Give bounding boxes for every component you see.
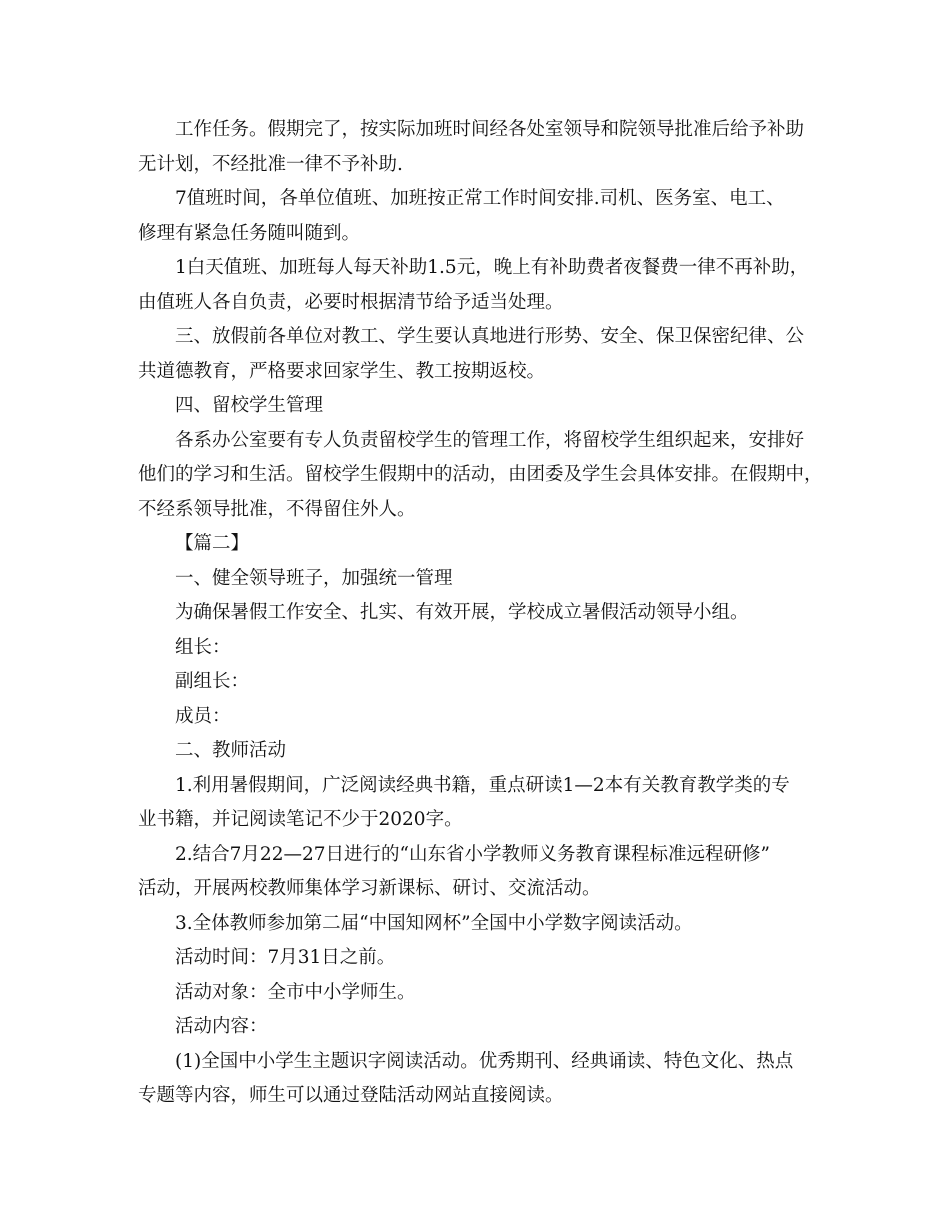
text-line: (1)全国中小学生主题识字阅读活动。优秀期刊、经典诵读、特色文化、热点 [175, 1050, 794, 1072]
text-line: 7值班时间，各单位值班、加班按正常工作时间安排.司机、医务室、电工、 [175, 188, 785, 209]
text-line: 业书籍，并记阅读笔记不少于2020字。 [138, 809, 463, 830]
text-line: 修理有紧急任务随叫随到。 [138, 222, 361, 244]
text-line: 为确保暑假工作安全、扎实、有效开展，学校成立暑假活动领导小组。 [175, 602, 749, 623]
text-line: 组长： [175, 636, 231, 658]
section-heading: 二、教师活动 [175, 740, 287, 761]
text-line: 各系办公室要有专人负责留校学生的管理工作，将留校学生组织起来，安排好 [175, 429, 805, 451]
text-line: 副组长： [175, 671, 250, 692]
text-line: 3.全体教师参加第二届“中国知网杯”全国中小学数字阅读活动。 [175, 912, 693, 934]
text-line: 活动，开展两校教师集体学习新课标、研讨、交流活动。 [138, 878, 601, 899]
text-line: 2.结合7月22—27日进行的“山东省小学教师义务教育课程标准远程研修” [175, 843, 770, 865]
text-line: 专题等内容，师生可以通过登陆活动网站直接阅读。 [138, 1085, 564, 1106]
document-body [138, 113, 828, 1114]
text-line: 由值班人各自负责，必要时根据清节给予适当处理。 [138, 291, 564, 313]
text-line: 活动对象：全市中小学师生。 [175, 981, 416, 1003]
section-heading: 一、健全领导班子，加强统一管理 [175, 567, 453, 589]
text-line: 不经系领导批准，不得留住外人。 [138, 498, 416, 520]
text-line: 活动时间：7月31日之前。 [175, 947, 396, 968]
text-line: 无计划，不经批准一律不予补助. [138, 153, 403, 175]
text-line: 共道德教育，严格要求回家学生、教工按期返校。 [138, 360, 546, 382]
text-line: 工作任务。假期完了，按实际加班时间经各处室领导和院领导批准后给予补助 [175, 119, 805, 140]
text-line: 1白天值班、加班每人每天补助1.5元，晚上有补助费者夜餐费一律不再补助， [175, 257, 809, 278]
text-line: 三、放假前各单位对教工、学生要认真地进行形势、安全、保卫保密纪律、公 [175, 326, 805, 347]
section-heading: 四、留校学生管理 [175, 395, 324, 416]
text-line: 1.利用暑假期间，广泛阅读经典书籍，重点研读1—2本有关教育教学类的专 [175, 774, 790, 796]
text-line: 成员： [175, 705, 231, 727]
part-heading: 【篇二】 [175, 533, 250, 554]
text-line: 活动内容： [175, 1016, 268, 1037]
text-line: 他们的学习和生活。留校学生假期中的活动，由团委及学生会具体安排。在假期中， [138, 464, 823, 485]
